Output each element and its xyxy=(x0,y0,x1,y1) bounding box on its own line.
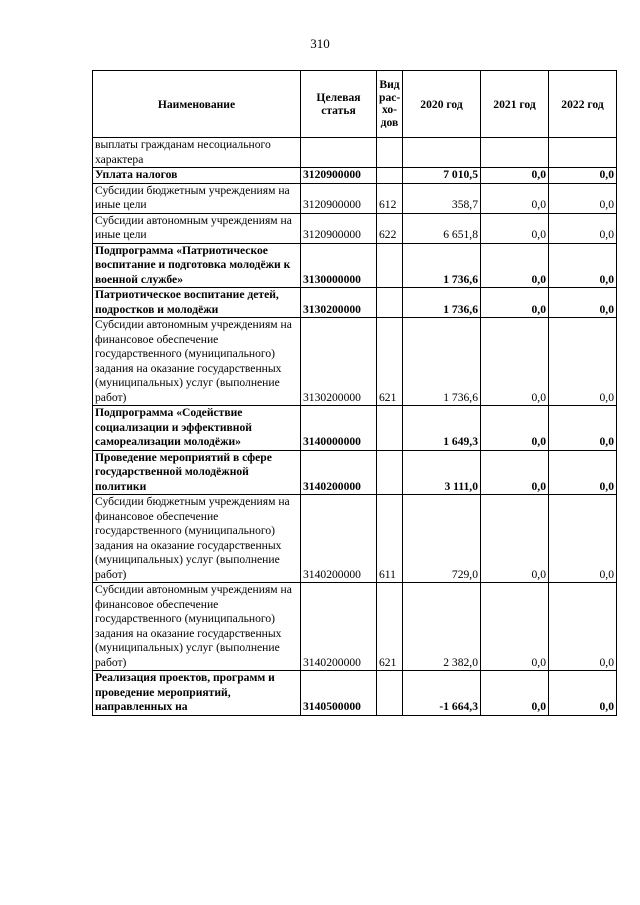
cell-name: Проведение мероприятий в сфере государственной молодёжной политики xyxy=(93,450,301,495)
cell-2022: 0,0 xyxy=(549,168,617,184)
cell-2020: -1 664,3 xyxy=(403,671,481,716)
cell-article: 3140500000 xyxy=(301,671,377,716)
cell-2021 xyxy=(481,138,549,168)
cell-2022: 0,0 xyxy=(549,213,617,243)
cell-name: Субсидии бюджетным учреждениям на иные цели xyxy=(93,183,301,213)
cell-article: 3130200000 xyxy=(301,288,377,318)
cell-2021: 0,0 xyxy=(481,450,549,495)
cell-2022 xyxy=(549,138,617,168)
table-header-row xyxy=(93,71,617,138)
cell-2022: 0,0 xyxy=(549,450,617,495)
table-row xyxy=(93,583,617,671)
cell-vid xyxy=(377,138,403,168)
cell-name: Подпрограмма «Содействие социализации и эффективной самореализации молодёжи» xyxy=(93,406,301,451)
cell-2021: 0,0 xyxy=(481,406,549,451)
cell-2020: 1 649,3 xyxy=(403,406,481,451)
cell-article: 3120900000 xyxy=(301,168,377,184)
header-article: Целевая статья xyxy=(301,71,377,138)
cell-article xyxy=(301,138,377,168)
cell-2022: 0,0 xyxy=(549,243,617,288)
cell-2021: 0,0 xyxy=(481,318,549,406)
cell-2022: 0,0 xyxy=(549,288,617,318)
table-row xyxy=(93,318,617,406)
table-row xyxy=(93,138,617,168)
cell-name: Субсидии бюджетным учреждениям на финансовое обеспечение государственного (муниципального) задания на оказание государственных (муниципальных) услуг (выполнение работ) xyxy=(93,495,301,583)
cell-name: Субсидии автономным учреждениям на финансовое обеспечение государственного (муниципального) задания на оказание государственных (муниципальных) услуг (выполнение работ) xyxy=(93,583,301,671)
cell-article: 3140200000 xyxy=(301,583,377,671)
header-vid: Вид рас-хо-дов xyxy=(377,71,403,138)
cell-vid xyxy=(377,671,403,716)
cell-2021: 0,0 xyxy=(481,243,549,288)
header-2020: 2020 год xyxy=(403,71,481,138)
table-row xyxy=(93,213,617,243)
cell-2021: 0,0 xyxy=(481,495,549,583)
table-row xyxy=(93,495,617,583)
cell-2021: 0,0 xyxy=(481,583,549,671)
header-2021: 2021 год xyxy=(481,71,549,138)
cell-2021: 0,0 xyxy=(481,671,549,716)
cell-name: Подпрограмма «Патриотическое воспитание и подготовка молодёжи к военной службе» xyxy=(93,243,301,288)
cell-2020: 3 111,0 xyxy=(403,450,481,495)
cell-2021: 0,0 xyxy=(481,168,549,184)
cell-2021: 0,0 xyxy=(481,288,549,318)
cell-article: 3140200000 xyxy=(301,450,377,495)
table-row xyxy=(93,450,617,495)
cell-article: 3120900000 xyxy=(301,183,377,213)
cell-2020 xyxy=(403,138,481,168)
cell-vid: 621 xyxy=(377,583,403,671)
cell-2020: 729,0 xyxy=(403,495,481,583)
cell-vid: 621 xyxy=(377,318,403,406)
cell-name: Субсидии автономным учреждениям на иные цели xyxy=(93,213,301,243)
cell-vid xyxy=(377,406,403,451)
cell-2022: 0,0 xyxy=(549,495,617,583)
cell-2021: 0,0 xyxy=(481,183,549,213)
cell-vid xyxy=(377,243,403,288)
header-2022: 2022 год xyxy=(549,71,617,138)
table-row xyxy=(93,243,617,288)
cell-vid xyxy=(377,450,403,495)
cell-2020: 358,7 xyxy=(403,183,481,213)
cell-vid xyxy=(377,168,403,184)
page-number: 310 xyxy=(310,36,330,51)
cell-2020: 7 010,5 xyxy=(403,168,481,184)
cell-vid: 611 xyxy=(377,495,403,583)
cell-name: Патриотическое воспитание детей, подростков и молодёжи xyxy=(93,288,301,318)
cell-2020: 6 651,8 xyxy=(403,213,481,243)
cell-2020: 1 736,6 xyxy=(403,243,481,288)
cell-2022: 0,0 xyxy=(549,671,617,716)
cell-article: 3140000000 xyxy=(301,406,377,451)
table-row xyxy=(93,671,617,716)
cell-2021: 0,0 xyxy=(481,213,549,243)
cell-2022: 0,0 xyxy=(549,318,617,406)
cell-2022: 0,0 xyxy=(549,183,617,213)
cell-2022: 0,0 xyxy=(549,583,617,671)
cell-2020: 2 382,0 xyxy=(403,583,481,671)
cell-article: 3130200000 xyxy=(301,318,377,406)
budget-table xyxy=(92,70,617,716)
table-row xyxy=(93,288,617,318)
cell-name: выплаты гражданам несоциального характера xyxy=(93,138,301,168)
cell-name: Уплата налогов xyxy=(93,168,301,184)
cell-2022: 0,0 xyxy=(549,406,617,451)
cell-name: Реализация проектов, программ и проведение мероприятий, направленных на xyxy=(93,671,301,716)
cell-vid: 622 xyxy=(377,213,403,243)
header-name: Наименование xyxy=(93,71,301,138)
cell-name: Субсидии автономным учреждениям на финансовое обеспечение государственного (муниципального) задания на оказание государственных (муниципальных) услуг (выполнение работ) xyxy=(93,318,301,406)
cell-article: 3120900000 xyxy=(301,213,377,243)
cell-vid: 612 xyxy=(377,183,403,213)
table-row xyxy=(93,406,617,451)
cell-2020: 1 736,6 xyxy=(403,318,481,406)
cell-vid xyxy=(377,288,403,318)
cell-2020: 1 736,6 xyxy=(403,288,481,318)
cell-article: 3130000000 xyxy=(301,243,377,288)
table-row xyxy=(93,168,617,184)
table-row xyxy=(93,183,617,213)
cell-article: 3140200000 xyxy=(301,495,377,583)
